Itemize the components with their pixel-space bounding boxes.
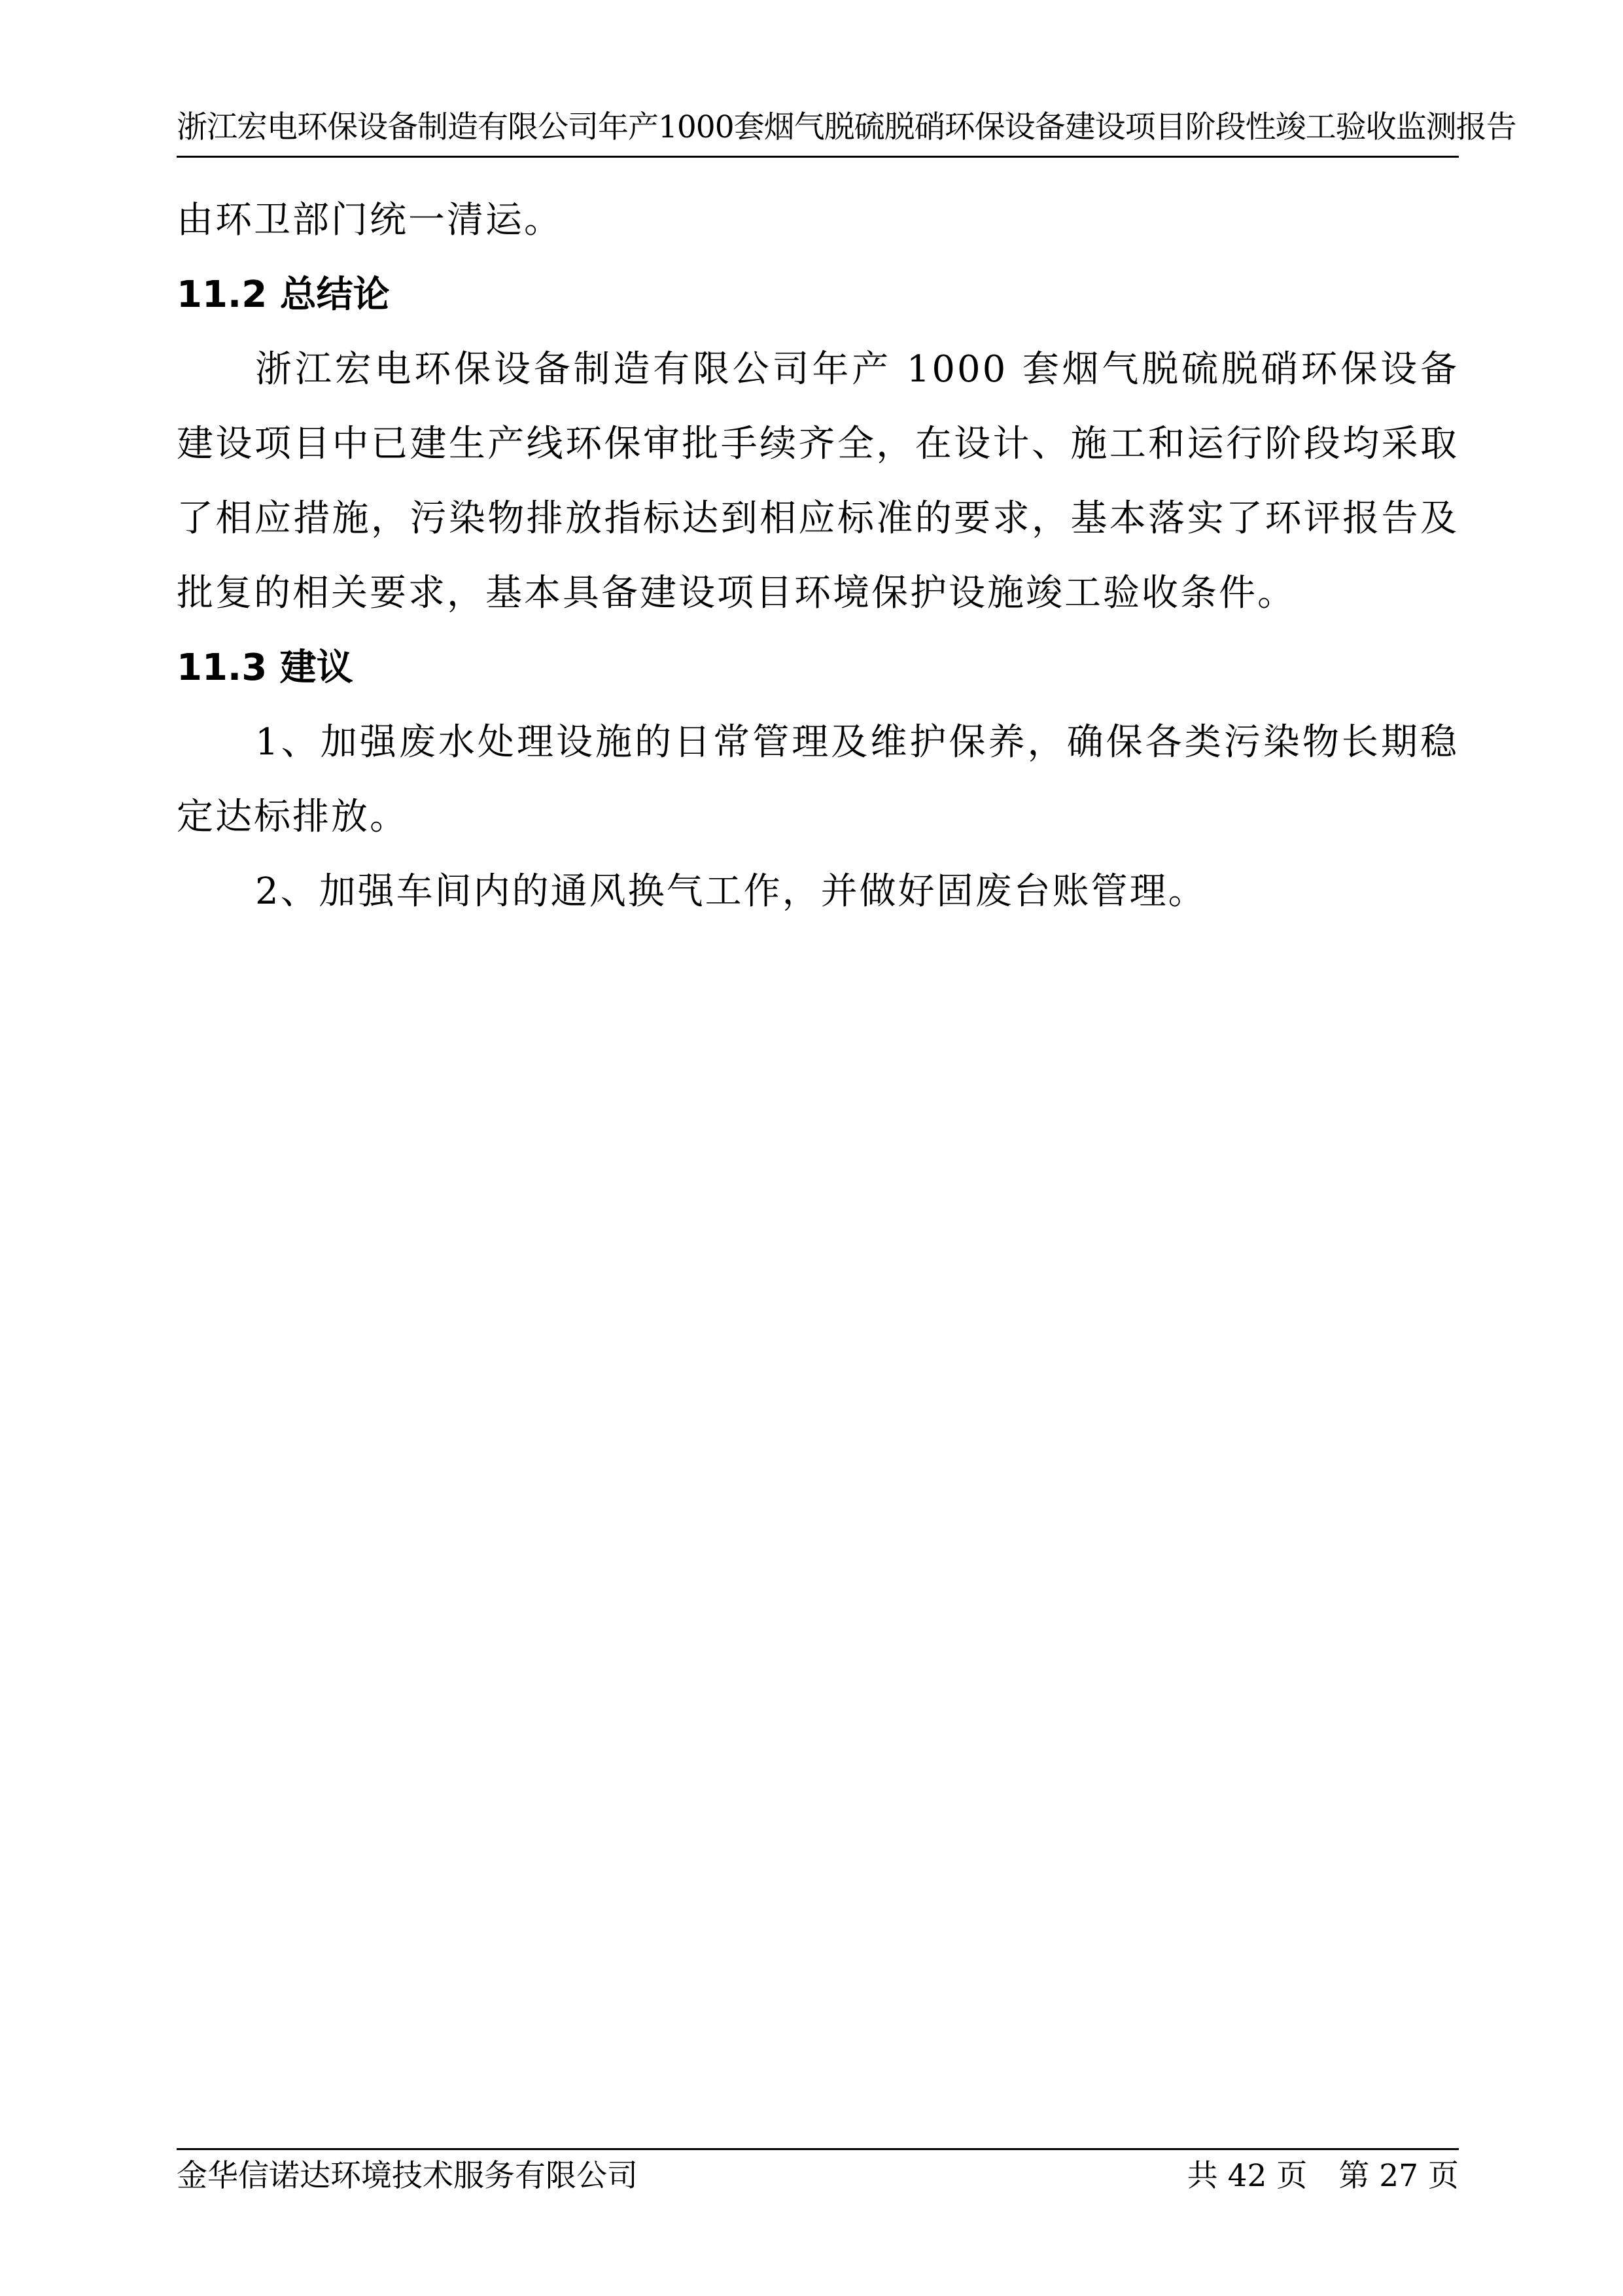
conclusion-paragraph: 浙江宏电环保设备制造有限公司年产 1000 套烟气脱硫脱硝环保设备建设项目中已建生产线环保审批手续齐全，在设计、施工和运行阶段均采取了相应措施，污染物排放指标达到相应标准的要求，基本落实了环评报告及批复的相关要求，基本具备建设项目环境保护设施竣工验收条件。 xyxy=(177,348,1459,614)
footer-current-page: 第 27 页 xyxy=(1338,2158,1459,2194)
continuation-text: 由环卫部门统一清运。 xyxy=(177,199,563,241)
page-content xyxy=(177,183,1459,929)
running-header-title: 浙江宏电环保设备制造有限公司年产1000套烟气脱硫脱硝环保设备建设项目阶段性竣工验收监测报告 xyxy=(177,109,1516,145)
footer-divider xyxy=(177,2148,1459,2150)
section-heading-11-3: 11.3 建议 xyxy=(177,646,353,689)
header-divider xyxy=(177,156,1459,158)
footer-company: 金华信诺达环境技术服务有限公司 xyxy=(177,2158,638,2194)
section-heading-11-2: 11.2 总结论 xyxy=(177,274,390,316)
footer-page-info xyxy=(1187,2157,1459,2196)
suggestion-item-1: 1、加强废水处理设施的日常管理及维护保养，确保各类污染物长期稳定达标排放。 xyxy=(177,721,1459,838)
footer-total-pages: 共 42 页 xyxy=(1187,2158,1308,2194)
suggestion-item-2: 2、加强车间内的通风换气工作，并做好固废台账管理。 xyxy=(255,870,1207,913)
